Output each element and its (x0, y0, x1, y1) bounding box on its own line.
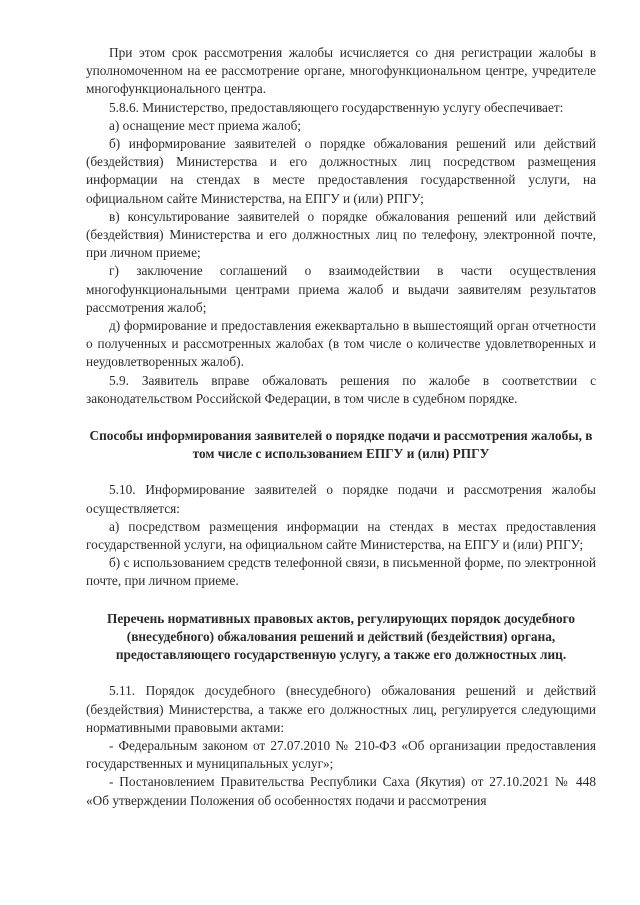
paragraph-5-11: 5.11. Порядок досудебного (внесудебного) обжалования решений и действий (бездействия) Министерства, а также его должностных лиц, регулируется следующими нормативными правовыми актами: (86, 683, 596, 735)
spacer (86, 408, 596, 427)
paragraph-5-8-6: 5.8.6. Министерство, предоставляющего государственную услугу обеспечивает: (109, 99, 564, 115)
paragraph-complaint-term: При этом срок рассмотрения жалобы исчисляется со дня регистрации жалобы в уполномоченном на ее рассмотрение органе, многофункциональном центре, учредителе многофункционального центра. (86, 45, 596, 97)
spacer (86, 463, 596, 481)
list-item-b: б) информирование заявителей о порядке обжалования решений или действий (бездействия) Министерства и его должностных лиц посредством размещения информации на стендах в месте предоставления государственной услуги, на официальном сайте Министерства, на ЕПГУ и (или) РПГУ; (86, 136, 596, 206)
list-item-a: а) оснащение мест приема жалоб; (109, 117, 302, 133)
paragraph-5-9: 5.9. Заявитель вправе обжаловать решения по жалобе в соответствии с законодательством Российской Федерации, в том числе в судебном порядке. (86, 372, 596, 406)
list-item-b-phone: б) с использованием средств телефонной связи, в письменной форме, по электронной почте, при личном приеме. (86, 555, 596, 589)
section-heading-informing: Способы информирования заявителей о порядке подачи и рассмотрения жалобы, в том числе с использованием ЕПГУ и (или) РПГУ (89, 428, 593, 462)
list-item-government-decree: - Постановлением Правительства Республики Саха (Якутия) от 27.10.2021 № 448 «Об утверждении Положения об особенностях подачи и рассмотрения (86, 774, 596, 808)
spacer (86, 591, 596, 610)
section-heading-legal-acts: Перечень нормативных правовых актов, регулирующих порядок досудебного (внесудебного) обжалования решений и действий (бездействия) органа, предоставляющего государственную услугу, а также его должностных лиц. (106, 610, 576, 663)
list-item-a-stands: а) посредством размещения информации на стендах в местах предоставления государственной услуги, на официальном сайте Министерства, на ЕПГУ и (или) РПГУ; (86, 518, 596, 553)
paragraph-5-10: 5.10. Информирование заявителей о порядке подачи и рассмотрения жалобы осуществляется: (86, 482, 596, 516)
spacer (86, 664, 596, 682)
list-item-d: д) формирование и предоставления ежеквартально в вышестоящий орган отчетности о полученных и рассмотренных жалобах (в том числе о количестве удовлетворенных и неудовлетворенных жалоб). (86, 318, 596, 370)
list-item-v: в) консультирование заявителей о порядке обжалования решений или действий (бездействия) Министерства и его должностных лиц по телефону, электронной почте, при личном приеме; (86, 208, 596, 261)
list-item-federal-law: - Федеральным законом от 27.07.2010 № 210-ФЗ «Об организации предоставления государственных и муниципальных услуг»; (86, 737, 596, 772)
list-item-g: г) заключение соглашений о взаимодействии в части осуществления многофункциональными центрами приема жалоб и выдачи заявителям результатов рассмотрения жалоб; (86, 263, 596, 315)
